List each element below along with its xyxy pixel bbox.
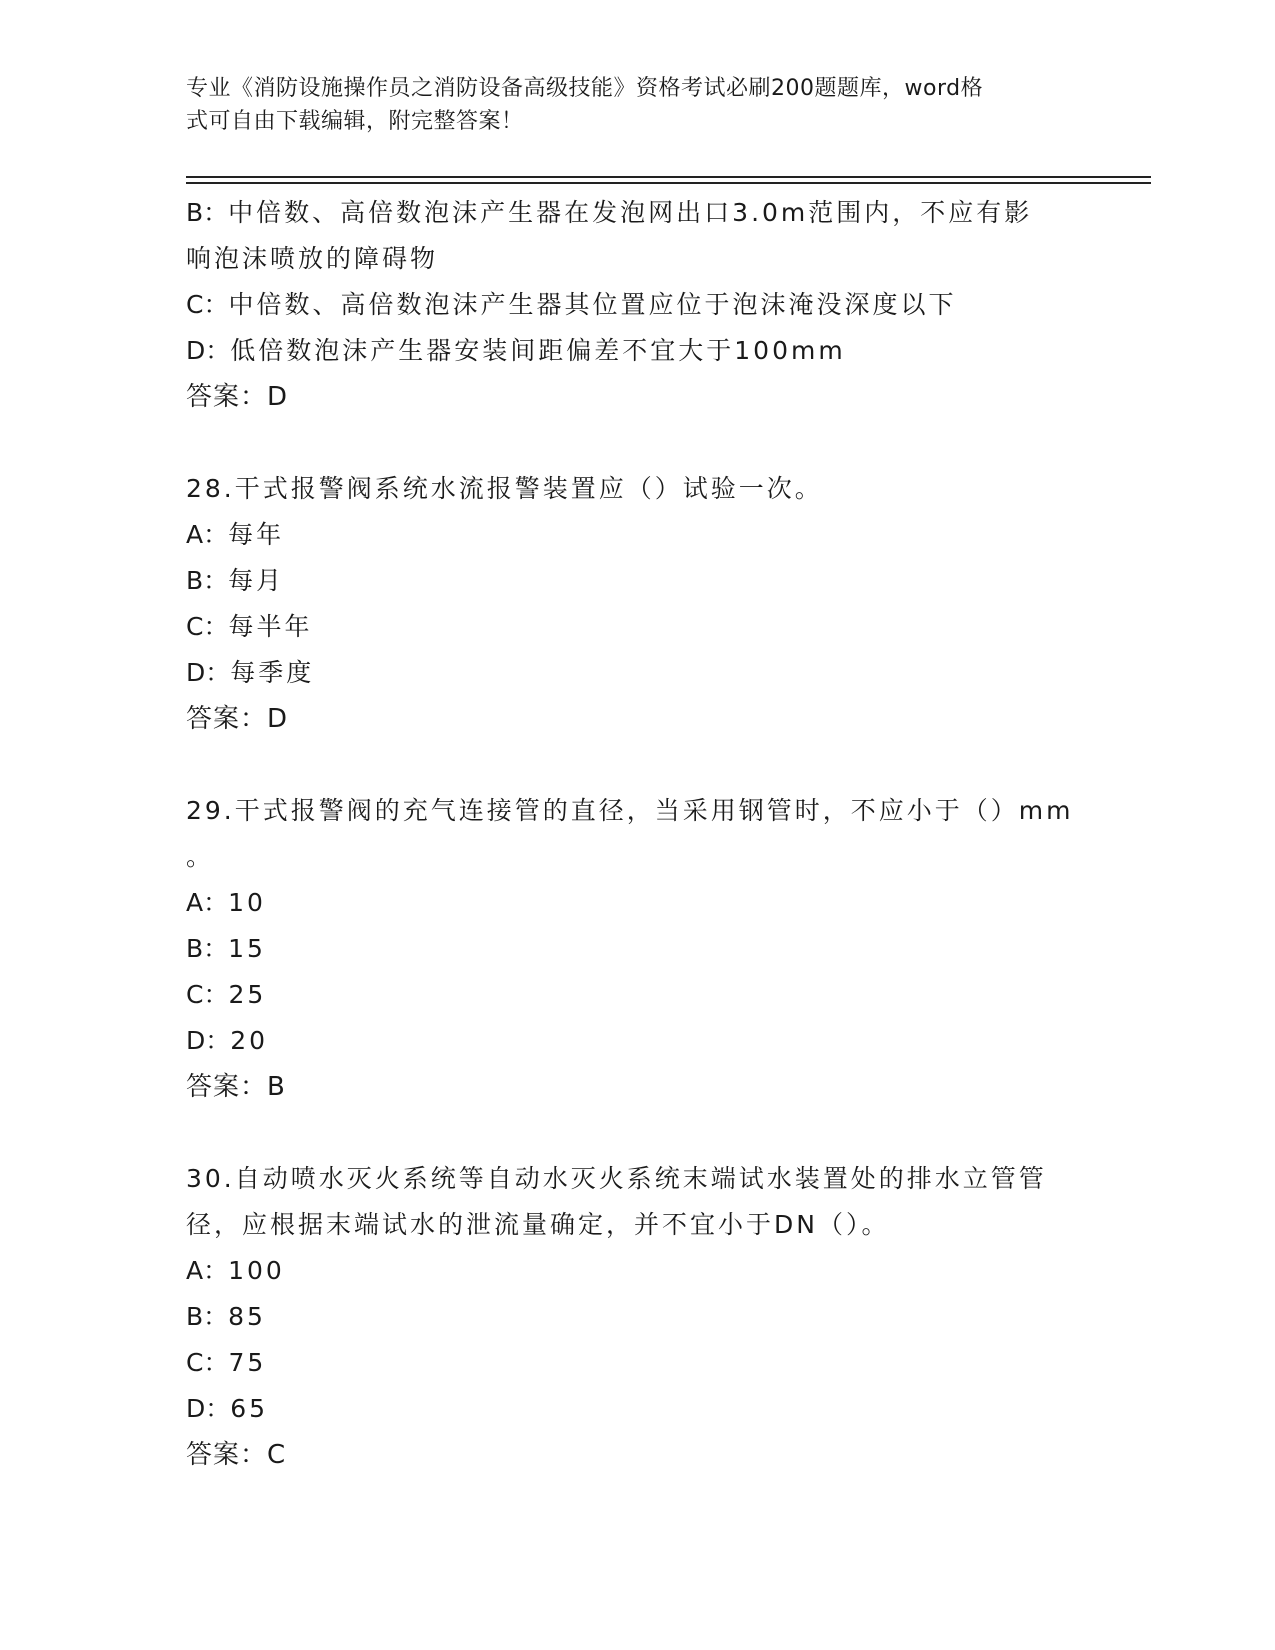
option-b: B：15 <box>186 934 266 963</box>
option-d: D：低倍数泡沫产生器安装间距偏差不宜大于100mm <box>186 336 846 365</box>
question-stem-continued: 径，应根据末端试水的泄流量确定，并不宜小于DN（）。 <box>186 1210 890 1239</box>
answer: 答案：B <box>186 1072 286 1102</box>
question-28 <box>186 466 1086 742</box>
option-b: B：85 <box>186 1302 266 1331</box>
question-list <box>186 190 1086 1478</box>
option-c: C：75 <box>186 1348 267 1377</box>
answer: 答案：D <box>186 382 289 412</box>
option-a: A：每年 <box>186 520 285 549</box>
option-c: C：25 <box>186 980 267 1009</box>
option-b-continued: 响泡沫喷放的障碍物 <box>186 244 439 273</box>
question-30 <box>186 1156 1086 1478</box>
question-stem: 29.干式报警阀的充气连接管的直径，当采用钢管时，不应小于（）mm <box>186 796 1074 825</box>
option-d: D：每季度 <box>186 658 315 687</box>
question-27-continued <box>186 190 1086 420</box>
header-line-2: 式可自由下载编辑，附完整答案！ <box>186 109 524 134</box>
option-b: B：中倍数、高倍数泡沫产生器在发泡网出口3.0m范围内，不应有影 <box>186 198 1033 227</box>
option-c: C：每半年 <box>186 612 313 641</box>
question-stem: 28.干式报警阀系统水流报警装置应（）试验一次。 <box>186 474 823 503</box>
option-c: C：中倍数、高倍数泡沫产生器其位置应位于泡沫淹没深度以下 <box>186 290 957 319</box>
option-a: A：10 <box>186 888 266 917</box>
answer: 答案：C <box>186 1440 287 1470</box>
option-b: B：每月 <box>186 566 285 595</box>
question-29 <box>186 788 1086 1110</box>
option-d: D：20 <box>186 1026 269 1055</box>
header-divider-bottom <box>186 182 1151 184</box>
question-stem: 30.自动喷水灭火系统等自动水灭火系统末端试水装置处的排水立管管 <box>186 1164 1047 1193</box>
answer: 答案：D <box>186 704 289 734</box>
document-header <box>186 72 1066 138</box>
question-stem-continued: 。 <box>186 842 215 871</box>
header-line-1: 专业《消防设施操作员之消防设备高级技能》资格考试必刷200题题库，word格 <box>186 76 984 101</box>
option-a: A：100 <box>186 1256 285 1285</box>
option-d: D：65 <box>186 1394 269 1423</box>
header-divider-top <box>186 176 1151 178</box>
